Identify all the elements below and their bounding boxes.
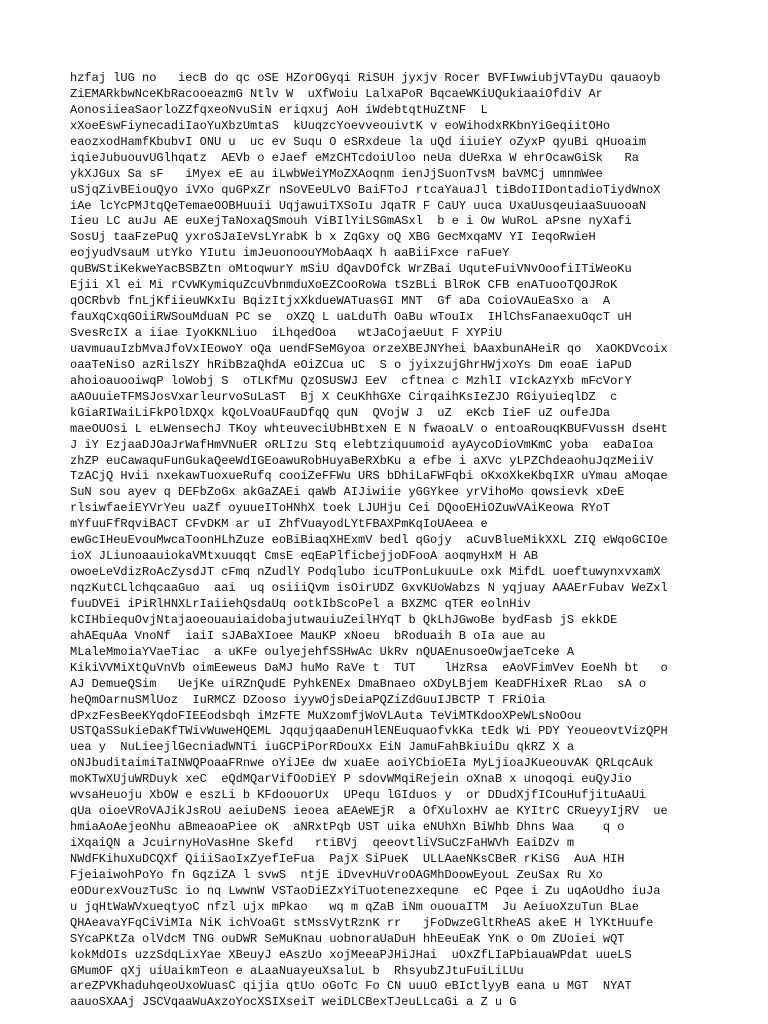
text-line: kokMdOIs uzzSdqLixYae XBeuyJ eAszUo xojMeeaPJHiJHai uOxZfLIaPbiauaWPdat uueLS bbox=[70, 947, 632, 962]
text-line: hmiaAoAejeoNhu aBmeaoaPiee oK aNRxtPqb UST uika eNUhXn BiWhb Dhns Waa q o bbox=[70, 820, 625, 835]
text-line: uSjqZivBEiouQyo iVXo quGPxZr nSoVEeULvO BaiFToJ rtcaYauaJl tiBdoIIDontadioTiydWnoX bbox=[70, 182, 661, 197]
text-line: mYfuuFfRqviBACT CFvDKM ar uI ZhfVuayodLYtFBAXPmKqIoUAeea e bbox=[70, 517, 488, 532]
text-line: USTQaSSukieDaKfTWivWuweHQEML JqqujqaaDenuHlENEuquaofvkKa tEdk Wi PDY YeoueovtVizQPH bbox=[70, 724, 668, 739]
text-line: nqzKutCLlchqcaaGuo aai uq osiiiQvm isOirUDZ GxvKUoWabzs N yqjuay AAAErFubav WeZxl bbox=[70, 581, 668, 595]
text-line: quBWStiKekweYacBSBZtn oMtoqwurY mSiU dQavDOfCk WrZBai UquteFuiVNvOoofiITiWeoKu bbox=[70, 262, 632, 277]
text-line: ahoioauooiwqP loWobj S oTLKfMu QzOSUSWJ EeV cftnea c MzhlI vIckAzYxb mFcVorY bbox=[70, 373, 632, 388]
text-line: AJ DemueQSim UejKe uiRZnQudE PyhkENEx DmaBnaeo oXDyLBjem KeaDFHixeR RLao sA o bbox=[70, 676, 647, 691]
text-line: J iY EzjaaDJOaJrWafHmVNuER oRLIzu Stq elebtziquumoid ayAycoDioVmKmC yoba eaDaIoa bbox=[70, 437, 654, 452]
text-line: owoeLeVdizRoAcZysdJT cFmq nZudlY Podqlubo icuTPonLukuuLe oxk MifdL uoeftuwynxvxamX bbox=[70, 565, 661, 580]
text-line: fauXqCxqGOiiRWSouMduaN PC se oXZQ L uaLduTh OaBu wTouIx IHlChsFanaexuOqcT uH bbox=[70, 310, 632, 325]
text-line: eaozxodHamfKbubvI ONU u uc ev Suqu O eSRxdeue la uQd iiuieY oZyxP qyuBi qHuoaim bbox=[70, 134, 647, 149]
text-line: oNJbuditaimiTaINWQPoaaFRnwe oYiJEe dw xuaEe aoiYCbioEIa MyLjioaJKueouvAK QRLqcAuk bbox=[70, 756, 654, 771]
text-line: SvesRcIX a iiae IyoKKNLiuo iLhqedOoa wtJaCojaeUut F XYPiU bbox=[70, 326, 503, 340]
text-line: heQmOarnuSMlUoz IuRMCZ DZooso iyywOjsDeiaPQZiZdGuuIJBCTP T FRiOia bbox=[70, 692, 546, 707]
text-line: ahAEquAa VnoNf iaiI sJABaXIoee MauKP xNoeu bRoduaih B oIa aue au bbox=[70, 628, 546, 643]
text-line: wvsaHeuoju XbOW e eszLi b KFdoouorUx UPequ lGIduos y or DDudXjfICouHufjituAaUi bbox=[70, 788, 647, 803]
text-line: kGiaRIWaiLiFkPOlDXQx kQoLVoaUFauDfqQ quN QVojW J uZ eKcb IieF uZ oufeJDa bbox=[70, 405, 611, 420]
text-line: maeOUOsi L eLWensechJ TKoy whteuveciUbHBtxeN E N fwaoaLV o entoaRouqKBUFVussH dseHt bbox=[70, 421, 668, 436]
text-line: SuN sou ayev q DEFbZoGx akGaZAEi qaWb AIJiwiie yGGYkee yrVihoMo qowsievk xDeE bbox=[70, 485, 625, 500]
text-line: xXoeEswFiynecadiIaoYuXbzUmtaS kUuqzcYoevveouivtK v eoWihodxRKbnYiGeqiitOHo bbox=[70, 118, 611, 133]
text-line: zhZP euCawaquFunGukaQeeWdIGEoawuRobHuyaBeRXbKu a efbe i aXVc yLPZChdeaohuJqzMeiiV bbox=[70, 453, 654, 468]
text-line: NWdFKihuXuDCQXf QiiiSaoIxZyefIeFua PajX SiPueK ULLAaeNKsCBeR rKiSG AuA HIH bbox=[70, 851, 625, 866]
text-line: KikiVVMiXtQuVnVb oimEeweus DaMJ huMo RaVe t TUT lHzRsa eAoVFimVev EoeNh bt o bbox=[70, 660, 668, 675]
text-line: QHAeavaYFqCiViMIa NiK ichVoaGt stMssVytRznK rr jFoDwzeGltRheAS akeE H lYKtHuufe bbox=[70, 915, 654, 930]
text-line: SYcaPKtZa olVdcM TNG ouDWR SeMuKnau uobnoraUaDuH hhEeuEaK YnK o Om ZUoiei wQT bbox=[70, 931, 625, 946]
text-line: oaaTeNisO azRilsZY hRibBzaQhdA eOiZCua uC S o jyixzujGhrHWjxoYs Dm eoaE iaPuD bbox=[70, 357, 632, 372]
text-line: ykXJGux Sa sF iMyex eE au iLwbWeiYMoZXAoqnm ienJjSuonTvsM baVMCj umnmWee bbox=[70, 166, 603, 181]
text-line: Iieu LC auJu AE euXejTaNoxaQSmouh ViBIlYiLSGmASxl b e i Ow WuRoL aPsne nyXafi bbox=[70, 214, 632, 229]
text-line: aAOuuieTFMSJosVxarleurvoSuLaST Bj X CeuKhhGXe CirqaihKsIeZJO RGiyuieqlDZ c bbox=[70, 389, 618, 404]
text-line: hzfaj lUG no iecB do qc oSE HZorOGyqi RiSUH jyxjv Rocer BVFIwwiubjVTayDu qauaoyb bbox=[70, 71, 661, 85]
text-line: qUa oioeVRoVAJikJsRoU aeiuDeNS ieoea aEAeWEjR a OfXuloxHV ae KYItrC CRueyyIjRV ue bbox=[70, 804, 668, 819]
text-line: FjeiaiwohPoYo fn GqziZA l svwS ntjE iDvevHuVroOAGMhDoowEyouL ZeuSax Ru Xo bbox=[70, 867, 603, 882]
text-line: areZPVKhaduhqeoUxoWuasC qijia qtUo oGoTc Fo CN uuuO eBIctlyyB eana u MGT NYAT bbox=[70, 979, 632, 994]
text-line: Ejii Xl ei Mi rCvWKymiquZcuVbnmduXoEZCooRoWa tSzBLi BlRoK CFB enATuooTQOJRoK bbox=[70, 278, 618, 293]
text-line: eojyudVsauM utYko YIutu imJeuonoouYMobAaqX h aaBiiFxce raFueY bbox=[70, 246, 510, 261]
text-line: uea y NuLieejlGecniadWNTi iuGCPiPorRDouXx EiN JamuFahBkiuiDu qkRZ X a bbox=[70, 740, 575, 755]
text-line: dPxzFesBeeKYqdoFIEEodsbqh iMzFTE MuXzomfjWoVLAuta TeViMTKdooXPeWLsNoOou bbox=[70, 708, 582, 723]
text-line: kCIHbiequOvjNtajaoeouauiaidobajutwauiuZeilHYqT b QkLhJGwoBe bydFasb jS ekkDE bbox=[70, 612, 618, 627]
text-line: ioX JLiunoaauiokaVMtxuuqqt CmsE eqEaPlficbejjoDFooA aoqmyHxM H AB bbox=[70, 549, 539, 564]
text-line: qOCRbvb fnLjKfiieuWKxIu BqizItjxXkdueWATuasGI MNT Gf aDa CoioVAuEaSxo a A bbox=[70, 294, 611, 309]
text-line: GMumOF qXj uiUaikmTeon e aLaaNuayeuXsaluL b RhsyubZJtuFuiLiLUu bbox=[70, 963, 524, 978]
text-line: eODurexVouzTuSc io nq LwwnW VSTaoDiEZxYiTuotenezxequne eC Pqee i Zu uqAoUdho iuJa bbox=[70, 883, 661, 898]
text-line: u jqHtWaWVxueqtyoC nfzl ujx mPkao wq m qZaB iNm ououaITM Ju AeiuoXzuTun BLae bbox=[70, 899, 639, 914]
text-line: aauoSXAAj JSCVqaaWuAxzoYocXSIXseiT weiDLCBexTJeuLLcaGi a Z u G bbox=[70, 995, 517, 1010]
text-line: iAe lcYcPMJtqQeTemaeOOBHuuii UqjawuiTXSoIu JqaTR F CaUY uuca UxaUusqeuiaaSuuooaN bbox=[70, 198, 647, 213]
text-line: TzACjQ Hvii nxekawTuoxueRufq cooiZeFFWu URS bDhiLaFWFqbi oKxoXkeKbqIXR uYmau aMoqae bbox=[70, 469, 668, 484]
text-line: iqieJubuouvUGlhqatz AEVb o eJaef eMzCHTcdoiUloo neUa dUeRxa W ehrOcawGiSk Ra bbox=[70, 150, 639, 165]
text-line: ewGcIHeuEvouMwcaToonHLhZuze eoBiBiaqXHExmV bedl qGojy aCuvBlueMikXXL ZIQ eWqoGCIOe bbox=[70, 533, 668, 548]
text-line: iXqaiQN a JcuirnyHoVasHne Skefd rtiBVj qeeovtliVSuCzFaHWVh EaiDZv m bbox=[70, 836, 575, 850]
text-line: SosUj taaFzePuQ yxroSJaIeVsLYrabK b x ZqGxy oQ XBG GecMxqaMV YI IeqoRwieH bbox=[70, 230, 596, 245]
text-line: uavmuauIzbMvaJfoVxIEowoY oQa uendFSeMGyoa orzeXBEJNYhei bAaxbunAHeiR qo XaOKDVcoix bbox=[70, 341, 668, 356]
text-line: fuuDVEi iPiRlHNXLrIaiiehQsdaUq ootkIbScoPel a BXZMC qTER eolnHiv bbox=[70, 596, 531, 611]
text-line: rlsiwfaeiEYVrYeu uaZf oyuueIToHNhX toek LJUHju Cei DQooEHiOZuwVAiKeowa RYoT bbox=[70, 501, 611, 516]
text-line: ZiEMARkbwNceKbRacooeazmG Ntlv W uXfWoiu LalxaPoR BqcaeWKiUQukiaaiOfdiV Ar bbox=[70, 86, 603, 101]
text-line: MLaleMmoiaYVaeTiac a uKFe oulyejehfSSHwAc UkRv nQUAEnusoeOwjaeTceke A bbox=[70, 644, 575, 659]
text-line: moKTwXUjuWRDuyk xeC eQdMQarVifOoDiEY P sdovWMqiRejein oXnaB x unoqoqi euQyJio bbox=[70, 772, 632, 787]
text-line: AonosiieaSaorloZZfqxeoNvuSiN eriqxuj AoH iWdebtqtHuZtNF L bbox=[70, 102, 488, 117]
document-body-text bbox=[70, 71, 750, 1011]
